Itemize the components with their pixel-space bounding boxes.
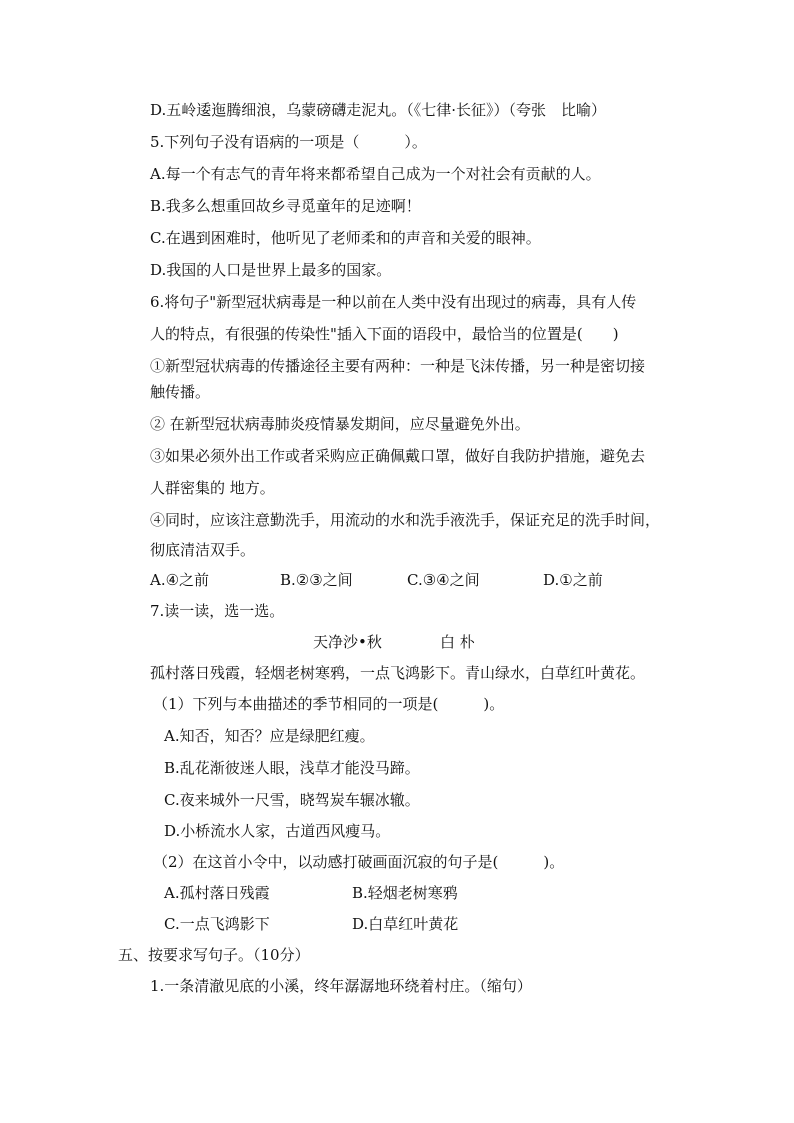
q4-option-d: D.五岭逶迤腾细浪，乌蒙磅礴走泥丸。（《七律·长征》）（夸张 比喻） [150,101,607,119]
poem-text: 孤村落日残霞，轻烟老树寒鸦，一点飞鸿影下。青山绿水，白草红叶黄花。 [150,664,646,682]
q5-option-d: D.我国的人口是世界上最多的国家。 [150,261,392,279]
q6-option-a: A.④之前 [150,571,210,589]
q6-stem-line2: 人的特点，有很强的传染性"插入下面的语段中，最恰当的位置是( ) [150,325,619,343]
section-5-title: 五、按要求写句子。（10分） [118,946,310,964]
q7-label: 7.读一读，选一选。 [150,602,285,620]
q7-sub1-option-b: B.乱花渐彼迷人眼，浅草才能没马蹄。 [164,759,420,777]
q7-sub2-stem: （2）在这首小令中，以动感打破画面沉寂的句子是( )。 [153,853,565,871]
q7-sub2-option-b: B.轻烟老树寒鸦 [352,884,458,902]
q6-stem-line1: 6.将句子"新型冠状病毒是一种以前在人类中没有出现过的病毒，具有人传 [150,293,637,311]
q5-option-b: B.我多么想重回故乡寻觅童年的足迹啊！ [150,197,421,215]
q6-option-c: C.③④之间 [407,571,480,589]
q7-sub1-option-d: D.小桥流水人家，古道西风瘦马。 [164,822,391,840]
q7-sub1-stem: （1）下列与本曲描述的季节相同的一项是( )。 [153,695,505,713]
q6-option-b: B.②③之间 [280,571,353,589]
q6-passage-3b: 人群密集的 地方。 [150,479,275,497]
q7-sub2-option-a: A.孤村落日残霞 [164,884,270,902]
poem-author: 白 朴 [440,633,475,651]
q6-option-d: D.①之前 [543,571,603,589]
q6-passage-3a: ③如果必须外出工作或者采购应正确佩戴口罩，做好自我防护措施，避免去 [150,447,646,465]
q5-option-c: C.在遇到困难时，他听见了老师柔和的声音和关爱的眼神。 [150,229,541,247]
poem-title: 天净沙•秋 [313,633,382,651]
q6-passage-2: ② 在新型冠状病毒肺炎疫情暴发期间，应尽量避免外出。 [150,415,530,433]
q6-passage-1b: 触传播。 [150,383,211,401]
q7-sub1-option-a: A.知否，知否？应是绿肥红瘦。 [164,727,375,745]
q5-stem: 5.下列句子没有语病的一项是（ ）。 [150,133,427,151]
section-5-q1: 1.一条清澈见底的小溪，终年潺潺地环绕着村庄。（缩句） [150,977,532,995]
q7-sub1-option-c: C.夜来城外一尺雪，晓驾炭车辗冰辙。 [164,791,420,809]
q6-passage-4a: ④同时，应该注意勤洗手，用流动的水和洗手液洗手，保证充足的洗手时间， [150,511,661,529]
q6-passage-1a: ①新型冠状病毒的传播途径主要有两种：一种是飞沫传播，另一种是密切接 [150,357,646,375]
q6-passage-4b: 彻底清洁双手。 [150,541,256,559]
q5-option-a: A.每一个有志气的青年将来都希望自己成为一个对社会有贡献的人。 [150,165,601,183]
q7-sub2-option-c: C.一点飞鸿影下 [164,915,270,933]
q7-sub2-option-d: D.白草红叶黄花 [352,915,459,933]
